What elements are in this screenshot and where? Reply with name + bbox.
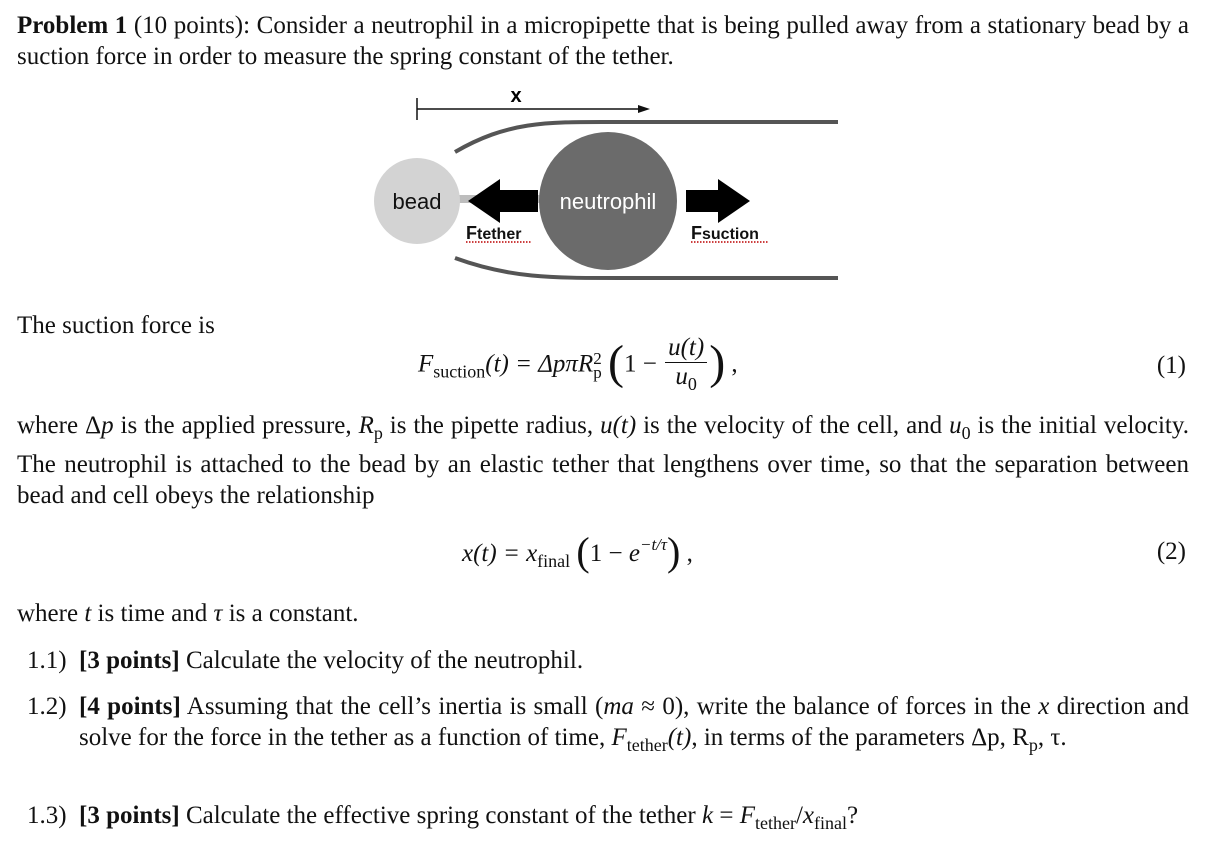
equation-1-description: where Δp is the applied pressure, $R_p$ is the pipette radius, u(t) is the velocity of the cell, and $u_0$ is the initial velocity. The neutrophil is attached to the bead by an elastic tether that lengthens over time, so that the separation between bead and cell obeys the relationship — [17, 412, 1190, 509]
tether-force-label: Ftether — [466, 223, 522, 243]
problem-text: Consider a neutrophil in a micropipette that is being pulled away from a stationary bead by a suction force in order to measure the spring constant of the tether. — [17, 12, 1190, 70]
neutrophil-label: neutrophil — [559, 189, 657, 214]
suction-force-label: Fsuction — [691, 223, 759, 243]
question-1-2: 1.2) [4 points] Assuming that the cell’s inertia is small (ma ≈ 0), write the balance of forces in the x direction and solve for the force in the tether as a function of time, $F_{tether}(t)$, in terms of the parameters Δp, $R_p$, τ. — [27, 693, 1190, 755]
x-label: x — [510, 85, 522, 107]
pipette-bottom-wall — [455, 258, 838, 278]
micropipette-diagram — [360, 80, 850, 295]
problem-points: (10 points): — [133, 12, 251, 39]
question-1-1: 1.1) [3 points] Calculate the velocity of the neutrophil. — [27, 647, 584, 674]
equation-1-number: (1) — [1156, 352, 1186, 379]
suction-intro: The suction force is — [17, 312, 215, 339]
x-arrow-head — [638, 105, 650, 113]
equation-2-number: (2) — [1156, 538, 1186, 565]
equation-2-description: where t is time and τ is a constant. — [17, 600, 359, 627]
problem-label: Problem 1 — [17, 12, 128, 39]
tether-force-arrow — [468, 179, 538, 223]
equation-2: $x(t) = x_{final}$ $(1 - e^{-t/\tau})$ , — [462, 529, 693, 575]
question-1-3: 1.3) [3 points] Calculate the effective spring constant of the tether $k = F_{tether}/x_{final}$? — [27, 802, 859, 833]
problem-statement — [17, 10, 1189, 72]
equation-1: $F_{suction}(t) = \Delta p\pi R$ 2 p (1 − $\frac{u(t)}{u_0}$ ) , — [418, 334, 738, 394]
bead-label: bead — [392, 189, 442, 214]
suction-force-arrow — [686, 179, 750, 223]
